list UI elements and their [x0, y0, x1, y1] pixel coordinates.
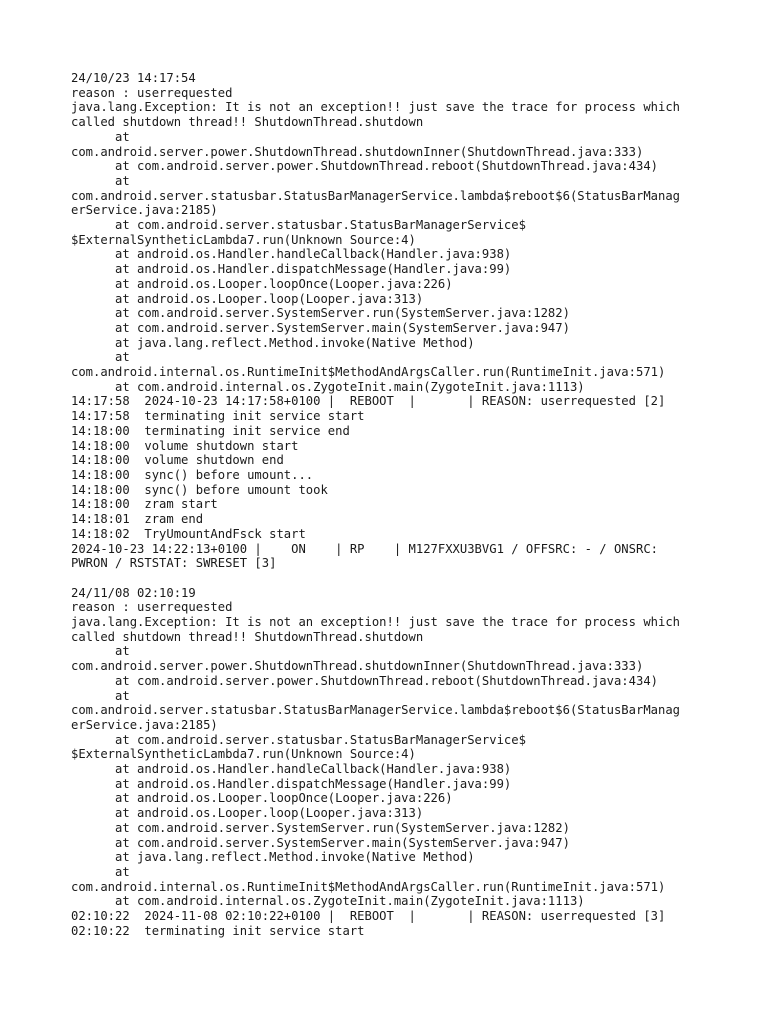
log-line: $ExternalSyntheticLambda7.run(Unknown Source:4) [71, 747, 416, 762]
log-line: reason : userrequested [71, 85, 233, 100]
log-line: com.android.internal.os.RuntimeInit$MethodAndArgsCaller.run(RuntimeInit.java:571) [71, 879, 666, 894]
log-line: com.android.server.power.ShutdownThread.shutdownInner(ShutdownThread.java:333) [71, 144, 644, 159]
log-line: java.lang.Exception: It is not an exception!! just save the trace for process which [71, 100, 681, 115]
log-line: 14:18:00 sync() before umount... [71, 467, 314, 482]
log-line: 02:10:22 terminating init service start [71, 923, 365, 938]
log-line: 14:18:00 zram start [71, 497, 218, 512]
log-line: java.lang.Exception: It is not an exception!! just save the trace for process which [71, 615, 681, 629]
log-line: at [71, 644, 130, 659]
log-line: com.android.server.statusbar.StatusBarManagerService.lambda$reboot$6(StatusBarManag [71, 188, 681, 203]
log-line: at com.android.server.SystemServer.main(SystemServer.java:947) [71, 835, 570, 850]
log-line: at android.os.Looper.loop(Looper.java:313) [71, 806, 424, 821]
log-line [71, 571, 701, 586]
log-line: at android.os.Looper.loopOnce(Looper.java:226) [71, 276, 453, 291]
log-line: called shutdown thread!! ShutdownThread.shutdown [71, 115, 424, 130]
log-line: 2024-10-23 14:22:13+0100 | ON | RP | M127FXXU3BVG1 / OFFSRC: - / ONSRC: [71, 541, 658, 556]
log-line: at com.android.internal.os.ZygoteInit.main(ZygoteInit.java:1113) [71, 894, 585, 909]
log-line: com.android.internal.os.RuntimeInit$MethodAndArgsCaller.run(RuntimeInit.java:571) [71, 365, 666, 380]
log-line: at com.android.server.power.ShutdownThread.reboot(ShutdownThread.java:434) [71, 673, 658, 688]
log-line: at [71, 350, 130, 365]
log-line: 14:18:01 zram end [71, 512, 204, 527]
log-line: com.android.server.power.ShutdownThread.shutdownInner(ShutdownThread.java:333) [71, 659, 644, 674]
log-line: 14:17:58 terminating init service start [71, 409, 365, 424]
log-line: PWRON / RSTSTAT: SWRESET [3] [71, 556, 277, 571]
log-line: at android.os.Looper.loopOnce(Looper.java:226) [71, 791, 453, 806]
log-line: at android.os.Handler.dispatchMessage(Handler.java:99) [71, 776, 512, 791]
log-line: at com.android.server.statusbar.StatusBarManagerService$ [71, 218, 526, 233]
log-line: com.android.server.statusbar.StatusBarManagerService.lambda$reboot$6(StatusBarManag [71, 703, 681, 718]
log-line: at [71, 129, 130, 144]
log-line: at android.os.Looper.loop(Looper.java:313) [71, 291, 424, 306]
log-line: at android.os.Handler.dispatchMessage(Handler.java:99) [71, 262, 512, 277]
log-line: 14:17:58 2024-10-23 14:17:58+0100 | REBOOT | | REASON: userrequested [2] [71, 394, 666, 409]
log-line: at android.os.Handler.handleCallback(Handler.java:938) [71, 762, 512, 777]
log-line: at com.android.server.SystemServer.run(SystemServer.java:1282) [71, 306, 570, 321]
log-line: at [71, 864, 130, 879]
log-line: at com.android.server.power.ShutdownThread.reboot(ShutdownThread.java:434) [71, 159, 658, 174]
log-line: 14:18:00 volume shutdown end [71, 453, 284, 468]
log-line: 14:18:02 TryUmountAndFsck start [71, 526, 306, 541]
log-line: 02:10:22 2024-11-08 02:10:22+0100 | REBOOT | | REASON: userrequested [3] [71, 909, 666, 924]
log-line: $ExternalSyntheticLambda7.run(Unknown Source:4) [71, 232, 416, 247]
log-line: at android.os.Handler.handleCallback(Handler.java:938) [71, 247, 512, 262]
log-line: at com.android.server.SystemServer.main(SystemServer.java:947) [71, 320, 570, 335]
log-line: 14:18:00 sync() before umount took [71, 482, 328, 497]
log-line: 14:18:00 volume shutdown start [71, 438, 299, 453]
log-line: at com.android.server.statusbar.StatusBarManagerService$ [71, 732, 526, 747]
log-line: at java.lang.reflect.Method.invoke(Native Method) [71, 335, 475, 350]
log-text-body [71, 71, 701, 938]
log-line: erService.java:2185) [71, 717, 218, 732]
log-line: at com.android.server.SystemServer.run(SystemServer.java:1282) [71, 820, 570, 835]
log-line: at [71, 688, 130, 703]
log-line: 24/11/08 02:10:19 [71, 585, 196, 600]
log-line: at [71, 173, 130, 188]
log-line: 14:18:00 terminating init service end [71, 423, 350, 438]
log-line: at java.lang.reflect.Method.invoke(Native Method) [71, 850, 475, 865]
log-line: at com.android.internal.os.ZygoteInit.main(ZygoteInit.java:1113) [71, 379, 585, 394]
log-line: erService.java:2185) [71, 203, 218, 218]
log-line: 24/10/23 14:17:54 [71, 71, 196, 85]
log-line: reason : userrequested [71, 600, 233, 615]
log-line: called shutdown thread!! ShutdownThread.shutdown [71, 629, 424, 644]
